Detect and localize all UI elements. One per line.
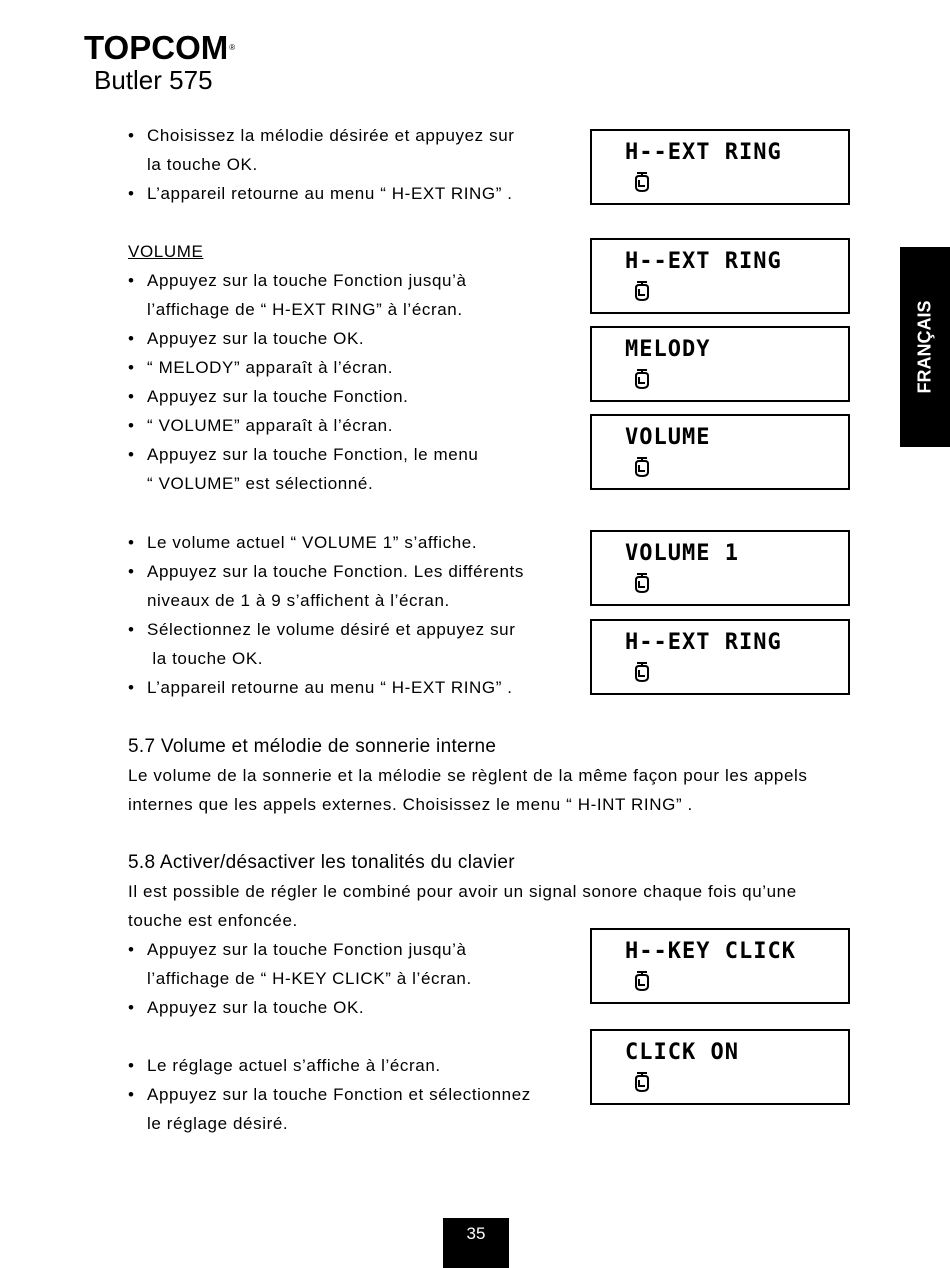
list-item: • Appuyez sur la touche Fonction jusqu’à bbox=[128, 266, 478, 295]
handset-icon bbox=[633, 456, 651, 478]
list-item: • L’appareil retourne au menu “ H-EXT RING” . bbox=[128, 179, 515, 208]
list-item: • Appuyez sur la touche Fonction et sélectionnez bbox=[128, 1080, 531, 1109]
list-item: • Le volume actuel “ VOLUME 1” s’affiche. bbox=[128, 528, 524, 557]
list-item: • Appuyez sur la touche OK. bbox=[128, 993, 472, 1022]
key-click-setting-steps bbox=[128, 1051, 531, 1138]
lcd-display bbox=[590, 530, 850, 606]
list-item: • Choisissez la mélodie désirée et appuyez sur bbox=[128, 121, 515, 150]
volume-subheading: VOLUME bbox=[128, 242, 204, 261]
list-item: • Sélectionnez le volume désiré et appuyez sur bbox=[128, 615, 524, 644]
handset-icon bbox=[633, 171, 651, 193]
section-5-8 bbox=[128, 848, 848, 935]
list-item-continuation: niveaux de 1 à 9 s’affichent à l’écran. bbox=[147, 591, 450, 610]
lcd-display bbox=[590, 238, 850, 314]
section-heading: 5.8 Activer/désactiver les tonalités du clavier bbox=[128, 852, 515, 873]
lcd-display bbox=[590, 928, 850, 1004]
brand-logo bbox=[84, 30, 235, 66]
list-item-continuation: “ VOLUME” est sélectionné. bbox=[147, 474, 374, 493]
list-item: • “ MELODY” apparaît à l’écran. bbox=[128, 353, 478, 382]
list-item-continuation: l’affichage de “ H-KEY CLICK” à l’écran. bbox=[147, 969, 472, 988]
paragraph-line: Le volume de la sonnerie et la mélodie se règlent de la même façon pour les appels bbox=[128, 766, 808, 785]
handset-icon bbox=[633, 1071, 651, 1093]
language-tab bbox=[900, 247, 950, 447]
list-item: • Appuyez sur la touche Fonction jusqu’à bbox=[128, 935, 472, 964]
lcd-text: H--EXT RING bbox=[625, 630, 782, 655]
lcd-text: H--EXT RING bbox=[625, 249, 782, 274]
model-name: Butler 575 bbox=[94, 65, 213, 95]
handset-icon bbox=[633, 280, 651, 302]
lcd-text: H--KEY CLICK bbox=[625, 939, 796, 964]
list-item-continuation: la touche OK. bbox=[147, 649, 264, 668]
list-item-continuation: le réglage désiré. bbox=[147, 1114, 289, 1133]
list-item: • Le réglage actuel s’affiche à l’écran. bbox=[128, 1051, 531, 1080]
handset-icon bbox=[633, 368, 651, 390]
list-item: • Appuyez sur la touche Fonction. Les différents bbox=[128, 557, 524, 586]
lcd-display bbox=[590, 619, 850, 695]
brand-name: TOPCOM bbox=[84, 29, 229, 66]
lcd-text: H--EXT RING bbox=[625, 140, 782, 165]
registered-mark: ® bbox=[229, 43, 236, 52]
page-number: 35 bbox=[443, 1218, 509, 1268]
key-click-steps bbox=[128, 935, 472, 1022]
language-tab-label: FRANÇAIS bbox=[914, 300, 935, 394]
list-item-continuation: l’affichage de “ H-EXT RING” à l’écran. bbox=[147, 300, 463, 319]
lcd-display bbox=[590, 326, 850, 402]
lcd-text: CLICK ON bbox=[625, 1040, 739, 1065]
lcd-display bbox=[590, 1029, 850, 1105]
lcd-text: MELODY bbox=[625, 337, 711, 362]
lcd-display bbox=[590, 414, 850, 490]
volume-steps bbox=[128, 237, 478, 498]
handset-icon bbox=[633, 572, 651, 594]
list-item: • “ VOLUME” apparaît à l’écran. bbox=[128, 411, 478, 440]
list-item: • Appuyez sur la touche Fonction. bbox=[128, 382, 478, 411]
section-5-7 bbox=[128, 732, 848, 819]
lcd-text: VOLUME bbox=[625, 425, 711, 450]
paragraph-line: Il est possible de régler le combiné pour avoir un signal sonore chaque fois qu’une bbox=[128, 882, 797, 901]
volume-level-steps bbox=[128, 528, 524, 702]
lcd-display bbox=[590, 129, 850, 205]
section-heading: 5.7 Volume et mélodie de sonnerie interne bbox=[128, 736, 497, 757]
list-item: • Appuyez sur la touche Fonction, le menu bbox=[128, 440, 478, 469]
paragraph-line: internes que les appels externes. Choisissez le menu “ H-INT RING” . bbox=[128, 795, 693, 814]
paragraph-line: touche est enfoncée. bbox=[128, 911, 298, 930]
handset-icon bbox=[633, 970, 651, 992]
list-item: • L’appareil retourne au menu “ H-EXT RING” . bbox=[128, 673, 524, 702]
handset-icon bbox=[633, 661, 651, 683]
melody-steps bbox=[128, 121, 515, 208]
list-item-continuation: la touche OK. bbox=[147, 155, 258, 174]
lcd-text: VOLUME 1 bbox=[625, 541, 739, 566]
list-item: • Appuyez sur la touche OK. bbox=[128, 324, 478, 353]
